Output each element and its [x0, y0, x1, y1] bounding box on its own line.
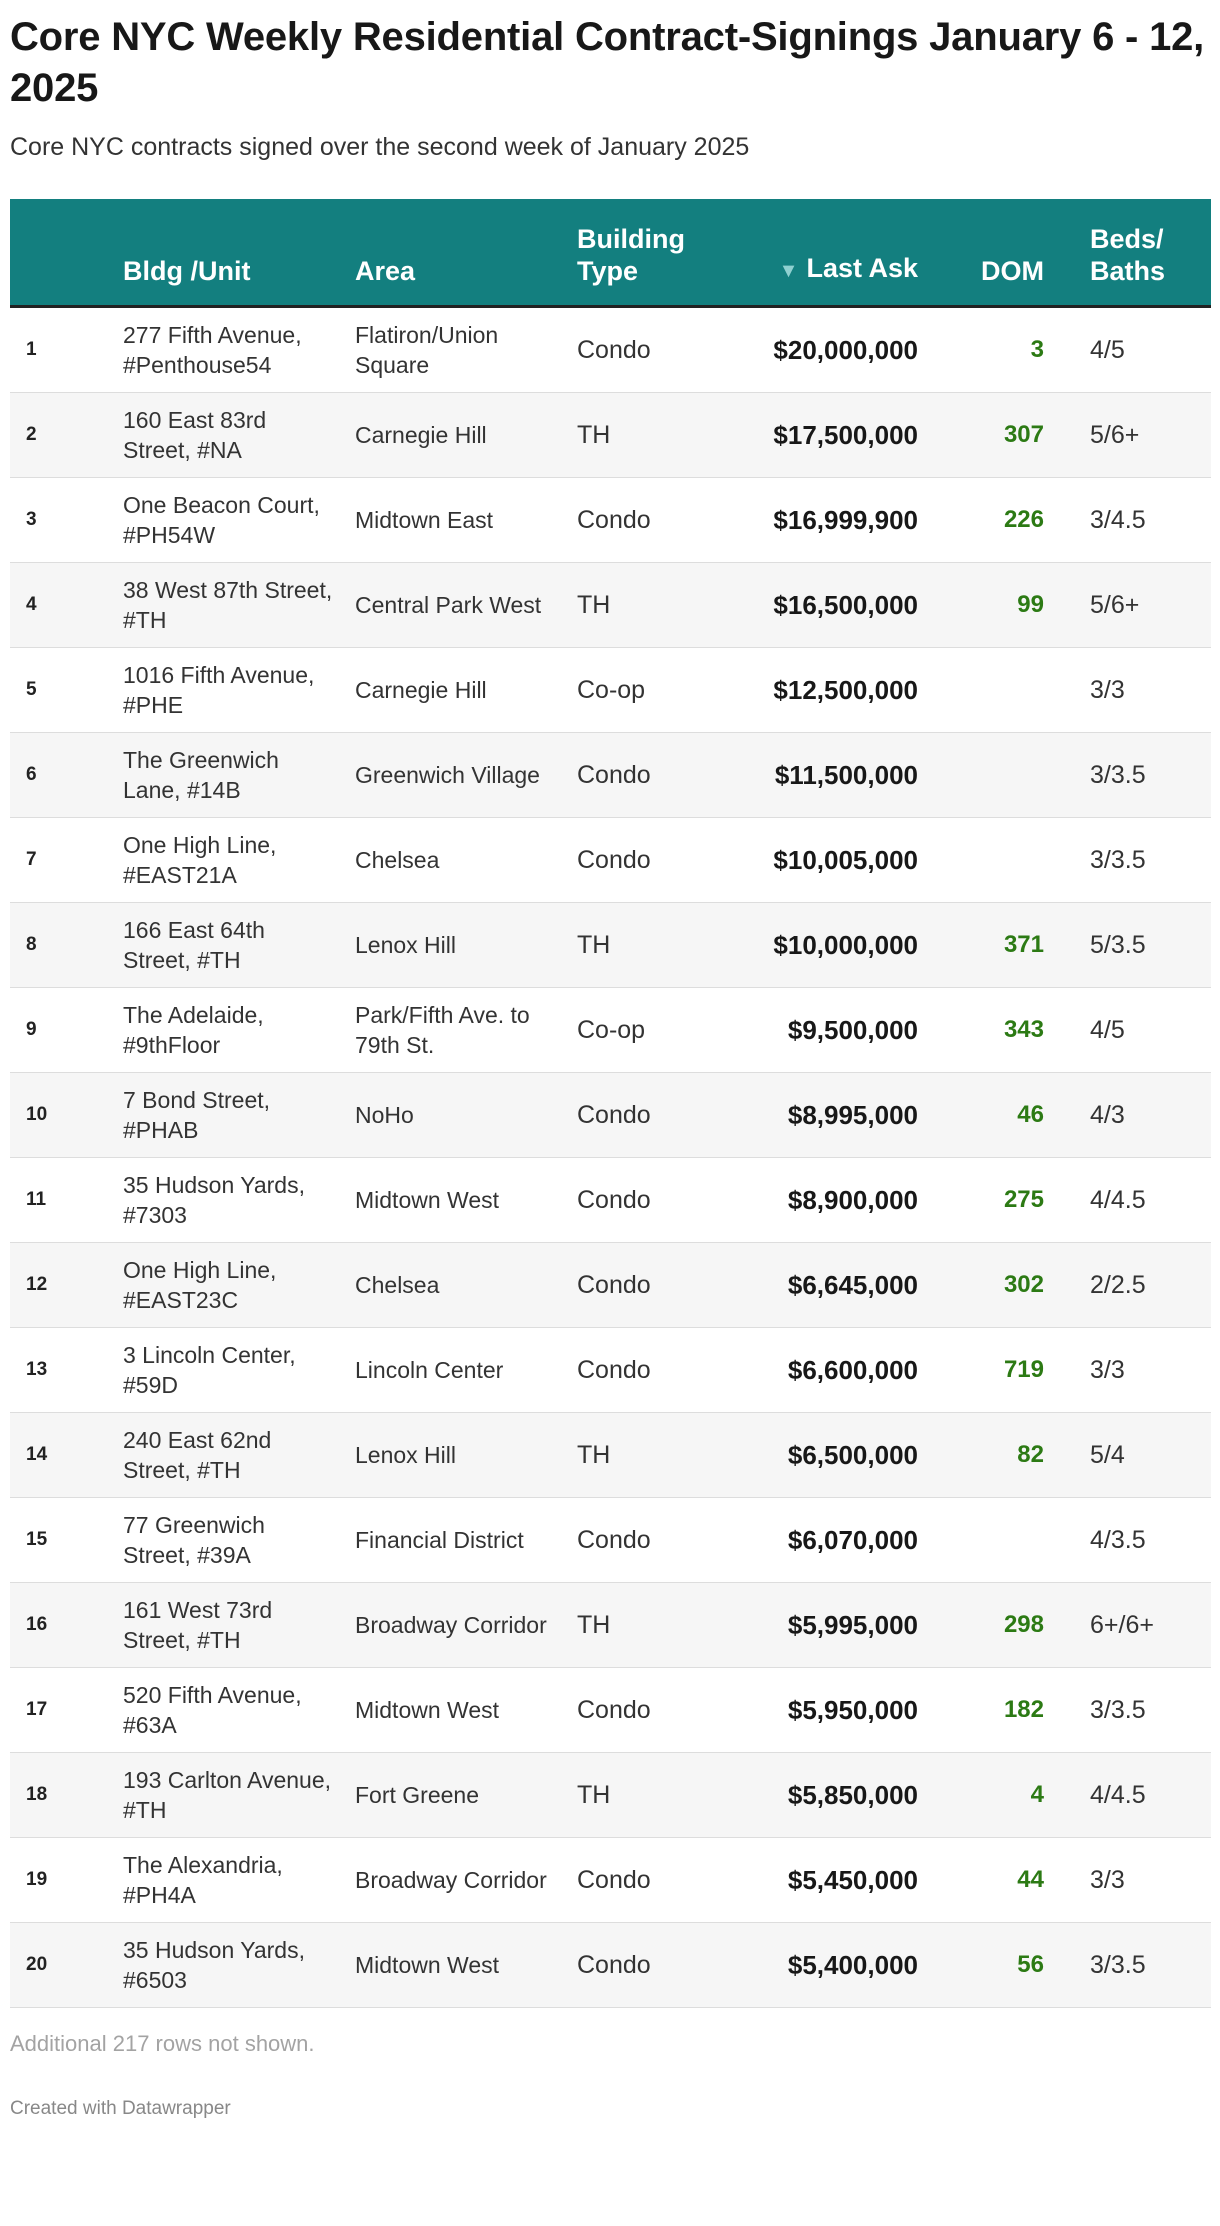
data-table: [10, 199, 1211, 2008]
cell-area: Midtown East: [355, 506, 494, 533]
table-row: [10, 732, 1211, 817]
cell-rank: 16: [26, 1613, 48, 1635]
cell-dom: 307: [1003, 420, 1044, 448]
cell-area: Midtown West: [355, 1951, 500, 1978]
cell-type: Co-op: [577, 1015, 646, 1044]
table-row: [10, 987, 1211, 1072]
cell-beds-baths: 4/5: [1090, 1015, 1125, 1044]
cell-area: Carnegie Hill: [355, 421, 487, 448]
column-header-type-label: Building Type: [577, 223, 685, 286]
cell-area: Fort Greene: [355, 1781, 479, 1808]
table-row: [10, 1752, 1211, 1837]
cell-last-ask: $8,900,000: [787, 1184, 918, 1215]
cell-dom: 226: [1003, 505, 1044, 533]
cell-area: Lincoln Center: [355, 1356, 504, 1383]
table-row: [10, 1157, 1211, 1242]
table-row: [10, 306, 1211, 392]
cell-area: Chelsea: [355, 846, 440, 873]
cell-unit: 277 Fifth Avenue, #Penthouse54: [123, 321, 302, 378]
cell-beds-baths: 3/3.5: [1090, 845, 1146, 874]
cell-area: Broadway Corridor: [355, 1611, 547, 1638]
credit-line[interactable]: Created with Datawrapper: [10, 2097, 231, 2119]
cell-type: TH: [577, 1610, 611, 1639]
cell-dom: 298: [1003, 1610, 1044, 1638]
cell-dom: 56: [1017, 1950, 1044, 1978]
cell-unit: 77 Greenwich Street, #39A: [123, 1511, 265, 1568]
cell-beds-baths: 5/4: [1090, 1440, 1125, 1469]
cell-unit: 35 Hudson Yards, #7303: [123, 1171, 305, 1228]
cell-area: Lenox Hill: [355, 1441, 456, 1468]
cell-unit: 1016 Fifth Avenue, #PHE: [123, 661, 315, 718]
cell-last-ask: $20,000,000: [773, 334, 918, 365]
cell-unit: 160 East 83rd Street, #NA: [123, 406, 267, 463]
cell-rank: 9: [26, 1018, 37, 1040]
cell-rank: 3: [26, 508, 37, 530]
cell-dom: 719: [1003, 1355, 1044, 1383]
cell-rank: 7: [26, 848, 37, 870]
cell-type: Condo: [577, 335, 651, 364]
cell-unit: 161 West 73rd Street, #TH: [123, 1596, 273, 1653]
cell-area: Midtown West: [355, 1696, 500, 1723]
column-header-area[interactable]: Area: [347, 199, 569, 306]
table-row: [10, 1922, 1211, 2007]
cell-unit: 520 Fifth Avenue, #63A: [123, 1681, 302, 1738]
cell-last-ask: $10,005,000: [773, 844, 918, 875]
table-row: [10, 1327, 1211, 1412]
table-row: [10, 817, 1211, 902]
cell-last-ask: $8,995,000: [787, 1099, 918, 1130]
table-row: [10, 1072, 1211, 1157]
cell-dom: [934, 732, 1074, 817]
cell-type: Co-op: [577, 675, 646, 704]
cell-last-ask: $9,500,000: [787, 1014, 918, 1045]
cell-rank: 13: [26, 1358, 48, 1380]
cell-beds-baths: 5/3.5: [1090, 930, 1146, 959]
cell-dom: 4: [1030, 1780, 1044, 1808]
cell-unit: One Beacon Court, #PH54W: [123, 491, 320, 548]
cell-last-ask: $5,995,000: [787, 1609, 918, 1640]
cell-unit: One High Line, #EAST23C: [123, 1256, 277, 1313]
cell-type: TH: [577, 1440, 611, 1469]
cell-unit: 35 Hudson Yards, #6503: [123, 1936, 305, 1993]
cell-dom: [934, 817, 1074, 902]
table-row: [10, 392, 1211, 477]
cell-dom: 82: [1017, 1440, 1044, 1468]
cell-unit: The Alexandria, #PH4A: [123, 1851, 283, 1908]
cell-unit: The Adelaide, #9thFloor: [123, 1001, 264, 1058]
cell-beds-baths: 2/2.5: [1090, 1270, 1146, 1299]
cell-last-ask: $17,500,000: [773, 419, 918, 450]
cell-rank: 15: [26, 1528, 48, 1550]
cell-rank: 5: [26, 678, 37, 700]
table-row: [10, 1242, 1211, 1327]
table-row: [10, 1497, 1211, 1582]
cell-beds-baths: 3/4.5: [1090, 505, 1146, 534]
table-body: [10, 306, 1211, 2007]
column-header-dom[interactable]: DOM: [934, 199, 1074, 306]
cell-rank: 17: [26, 1698, 48, 1720]
cell-last-ask: $16,500,000: [773, 589, 918, 620]
cell-last-ask: $6,500,000: [787, 1439, 918, 1470]
cell-last-ask: $11,500,000: [774, 759, 918, 790]
table-notes: Additional 217 rows not shown.: [10, 2030, 315, 2056]
cell-unit: The Greenwich Lane, #14B: [123, 746, 279, 803]
cell-beds-baths: 4/3: [1090, 1100, 1125, 1129]
cell-last-ask: $6,645,000: [787, 1269, 918, 1300]
column-header-type[interactable]: [569, 199, 734, 306]
cell-rank: 12: [26, 1273, 48, 1295]
cell-unit: 240 East 62nd Street, #TH: [123, 1426, 272, 1483]
cell-rank: 1: [26, 338, 37, 360]
cell-rank: 10: [26, 1103, 48, 1125]
cell-beds-baths: 4/4.5: [1090, 1185, 1146, 1214]
cell-type: Condo: [577, 1525, 651, 1554]
cell-rank: 6: [26, 763, 37, 785]
cell-area: Financial District: [355, 1526, 524, 1553]
table-row: [10, 647, 1211, 732]
cell-last-ask: $12,500,000: [773, 674, 918, 705]
page-title: Core NYC Weekly Residential Contract-Signings January 6 - 12, 2025: [10, 15, 1205, 110]
cell-rank: 18: [26, 1783, 48, 1805]
cell-unit: 166 East 64th Street, #TH: [123, 916, 265, 973]
cell-last-ask: $5,850,000: [787, 1779, 918, 1810]
cell-unit: 38 West 87th Street, #TH: [123, 576, 333, 633]
cell-beds-baths: 3/3.5: [1090, 1695, 1146, 1724]
cell-last-ask: $6,070,000: [787, 1524, 918, 1555]
cell-dom: 46: [1017, 1100, 1044, 1128]
column-header-unit[interactable]: Bldg /Unit: [115, 199, 347, 306]
table-row: [10, 562, 1211, 647]
cell-rank: 14: [26, 1443, 48, 1465]
table-row: [10, 902, 1211, 987]
cell-last-ask: $5,950,000: [787, 1694, 918, 1725]
column-header-ask[interactable]: [734, 199, 934, 306]
cell-beds-baths: 4/3.5: [1090, 1525, 1146, 1554]
cell-dom: [934, 647, 1074, 732]
cell-area: Chelsea: [355, 1271, 440, 1298]
cell-last-ask: $6,600,000: [787, 1354, 918, 1385]
cell-beds-baths: 3/3: [1090, 1355, 1125, 1384]
cell-beds-baths: 3/3.5: [1090, 1950, 1146, 1979]
cell-dom: 99: [1017, 590, 1044, 618]
cell-area: Lenox Hill: [355, 931, 456, 958]
column-header-beds[interactable]: Beds/ Baths: [1074, 199, 1211, 306]
cell-dom: 3: [1030, 335, 1044, 363]
cell-last-ask: $5,450,000: [787, 1864, 918, 1895]
column-header-rank[interactable]: [10, 199, 115, 306]
cell-type: TH: [577, 930, 611, 959]
cell-area: Central Park West: [355, 591, 542, 618]
cell-beds-baths: 5/6+: [1090, 590, 1140, 619]
column-header-ask-label: Last Ask: [806, 252, 918, 283]
cell-unit: 193 Carlton Avenue, #TH: [123, 1766, 332, 1823]
cell-rank: 4: [26, 593, 37, 615]
cell-type: Condo: [577, 760, 651, 789]
cell-last-ask: $10,000,000: [773, 929, 918, 960]
cell-rank: 20: [26, 1953, 48, 1975]
cell-beds-baths: 4/4.5: [1090, 1780, 1146, 1809]
cell-beds-baths: 4/5: [1090, 335, 1125, 364]
cell-last-ask: $5,400,000: [787, 1949, 918, 1980]
cell-beds-baths: 3/3: [1090, 1865, 1125, 1894]
cell-area: Flatiron/Union Square: [355, 321, 499, 378]
cell-type: Condo: [577, 1695, 651, 1724]
cell-type: Condo: [577, 1355, 651, 1384]
cell-dom: [934, 1497, 1074, 1582]
cell-type: Condo: [577, 505, 651, 534]
cell-type: Condo: [577, 1185, 651, 1214]
sort-desc-icon: ▼: [778, 259, 799, 282]
table-row: [10, 1667, 1211, 1752]
cell-beds-baths: 3/3: [1090, 675, 1125, 704]
cell-type: Condo: [577, 1865, 651, 1894]
cell-dom: 343: [1003, 1015, 1044, 1043]
cell-type: Condo: [577, 1270, 651, 1299]
table-row: [10, 1412, 1211, 1497]
cell-area: Park/Fifth Ave. to 79th St.: [355, 1001, 530, 1058]
cell-dom: 275: [1003, 1185, 1044, 1213]
cell-unit: 3 Lincoln Center, #59D: [123, 1341, 296, 1398]
cell-beds-baths: 6+/6+: [1090, 1610, 1154, 1639]
cell-dom: 371: [1003, 930, 1044, 958]
cell-rank: 2: [26, 423, 37, 445]
cell-type: Condo: [577, 1950, 651, 1979]
cell-type: TH: [577, 420, 611, 449]
cell-dom: 182: [1003, 1695, 1044, 1723]
cell-type: TH: [577, 590, 611, 619]
cell-beds-baths: 3/3.5: [1090, 760, 1146, 789]
cell-area: Broadway Corridor: [355, 1866, 547, 1893]
cell-dom: 302: [1003, 1270, 1044, 1298]
cell-type: Condo: [577, 1100, 651, 1129]
cell-area: Carnegie Hill: [355, 676, 487, 703]
cell-unit: One High Line, #EAST21A: [123, 831, 277, 888]
header-row: [10, 199, 1211, 306]
cell-rank: 8: [26, 933, 37, 955]
cell-dom: 44: [1017, 1865, 1044, 1893]
cell-rank: 19: [26, 1868, 48, 1890]
table-header: [10, 199, 1211, 306]
cell-type: TH: [577, 1780, 611, 1809]
cell-last-ask: $16,999,900: [773, 504, 918, 535]
cell-area: Greenwich Village: [355, 761, 540, 788]
cell-beds-baths: 5/6+: [1090, 420, 1140, 449]
table-row: [10, 1837, 1211, 1922]
cell-unit: 7 Bond Street, #PHAB: [123, 1086, 271, 1143]
page-subtitle: Core NYC contracts signed over the second week of January 2025: [10, 133, 750, 161]
table-row: [10, 1582, 1211, 1667]
cell-area: Midtown West: [355, 1186, 500, 1213]
cell-rank: 11: [26, 1188, 47, 1210]
cell-type: Condo: [577, 845, 651, 874]
table-row: [10, 477, 1211, 562]
cell-area: NoHo: [355, 1101, 414, 1128]
